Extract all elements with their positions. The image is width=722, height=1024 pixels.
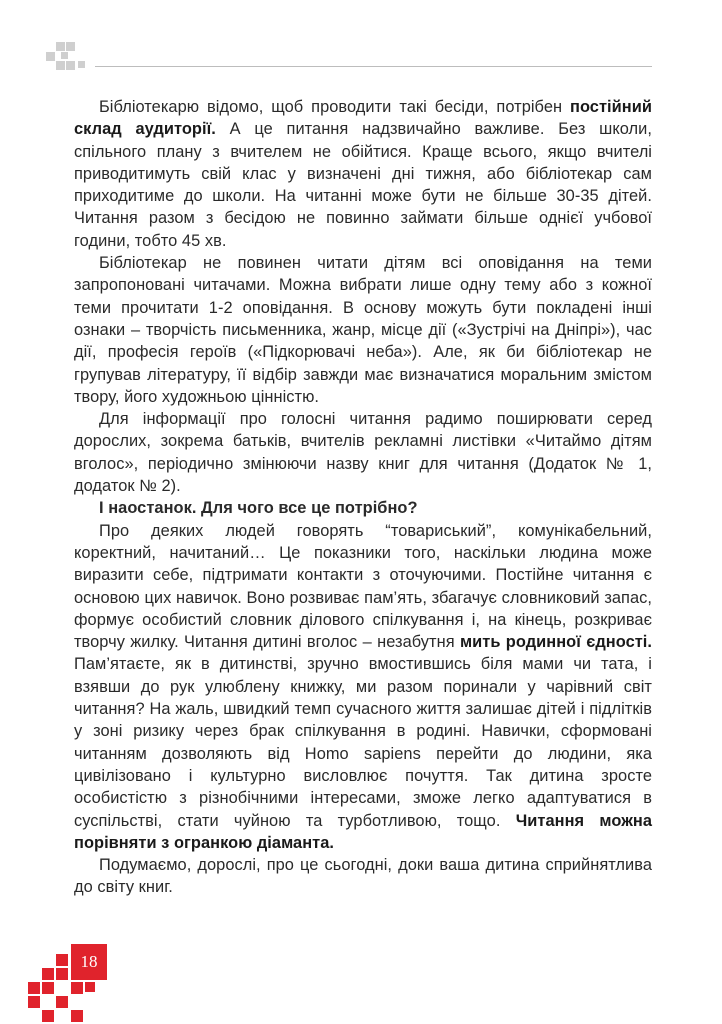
header-rule xyxy=(95,66,652,67)
deco-square xyxy=(78,61,85,68)
deco-square xyxy=(28,982,40,994)
bold-phrase: постійний склад аудиторії. xyxy=(74,98,652,139)
deco-square xyxy=(56,954,68,966)
paragraph xyxy=(74,520,652,854)
deco-square xyxy=(85,982,95,992)
deco-square xyxy=(71,1010,83,1022)
deco-square xyxy=(42,1010,54,1022)
deco-square xyxy=(56,996,68,1008)
deco-square xyxy=(66,42,75,51)
paragraph-text: Про деяких людей говорять “товариський”, комунікабельний, коректний, начитаний… Це показники того, наскільки людина може виразити себе, підтримати контакти з оточуючими. Постійне читання є основою цих навичок. Воно розвиває пам’ять, збагачує словниковий запас, формує особистий словник ділового спілкування і, на кінець, розкриває творчу жилку. Читання дитині вголос – незабутня xyxy=(74,521,652,652)
deco-square xyxy=(56,42,65,51)
bold-phrase: Читання можна порівняти з огранкою діаманта. xyxy=(74,811,652,852)
paragraph xyxy=(74,96,652,252)
paragraph-text: Бібліотекарю відомо, щоб проводити такі бесіди, потрібен xyxy=(99,98,571,116)
footer-decoration xyxy=(0,930,130,1024)
deco-square xyxy=(61,52,68,59)
header-decoration xyxy=(0,0,722,80)
deco-square xyxy=(28,996,40,1008)
deco-square xyxy=(42,982,54,994)
deco-square xyxy=(56,61,65,70)
paragraph-text: Пам’ятаєте, як в дитинстві, зручно вмостившись біля мами чи тата, і взявши до рук улюблену книжку, ми разом поринали у чарівний світ читання? На жаль, швидкий темп сучасного життя залишає дітей і підлітків у зоні ризику через брак спілкування в родині. Навички, сформовані читанням дозволяють від Homo sapiens перейти до людини, яка цивілізовано і культурно висловлює почуття. Так дитина зросте особистістю з різнобічними інтересами, зможе легко адаптуватися в суспільстві, стати чуйною та турботливою, тощо. xyxy=(74,655,652,830)
paragraph: Бібліотекар не повинен читати дітям всі оповідання на теми запропоновані читачами. Можна вибрати лише одну тему або з кожної теми прочитати 1-2 оповідання. В основу можуть бути покладені інші ознаки – творчість письменника, жанр, місце дії («Зустрічі на Дніпрі»), час дії, професія героїв («Підкорювачі неба»). Але, як би бібліотекар не групував літературу, її відбір завжди має визначатися моральним змістом твору, його художньою цінністю. xyxy=(74,254,652,406)
page-body xyxy=(74,96,652,899)
deco-square xyxy=(42,968,54,980)
paragraph: Подумаємо, дорослі, про це сьогодні, доки ваша дитина сприйнятлива до світу книг. xyxy=(74,856,652,897)
section-heading: І наостанок. Для чого все це потрібно? xyxy=(99,499,418,518)
deco-square xyxy=(71,982,83,994)
page-number: 18 xyxy=(71,944,107,980)
bold-phrase: мить родинної єдності. xyxy=(459,633,653,652)
deco-square xyxy=(46,52,55,61)
paragraph-text: А це питання надзвичайно важливе. Без школи, спільного плану з вчителем не обійтися. Краще всього, якщо вчителі приводитимуть свій клас у визначені дні тижня, або бібліотекар сам приходитиме до школи. На читанні може бути не більше 30-35 дітей. Читання разом з бесідою не повинно займати більше однієї учбової години, тобто 45 хв. xyxy=(74,120,652,250)
paragraph: Для інформації про голосні читання радимо поширювати серед дорослих, зокрема батьків, вчителів рекламні листівки «Читаймо дітям вголос», періодично змінюючи назву книг для читання (Додаток № 1, додаток № 2). xyxy=(74,410,652,496)
deco-square xyxy=(66,61,75,70)
deco-square xyxy=(56,968,68,980)
